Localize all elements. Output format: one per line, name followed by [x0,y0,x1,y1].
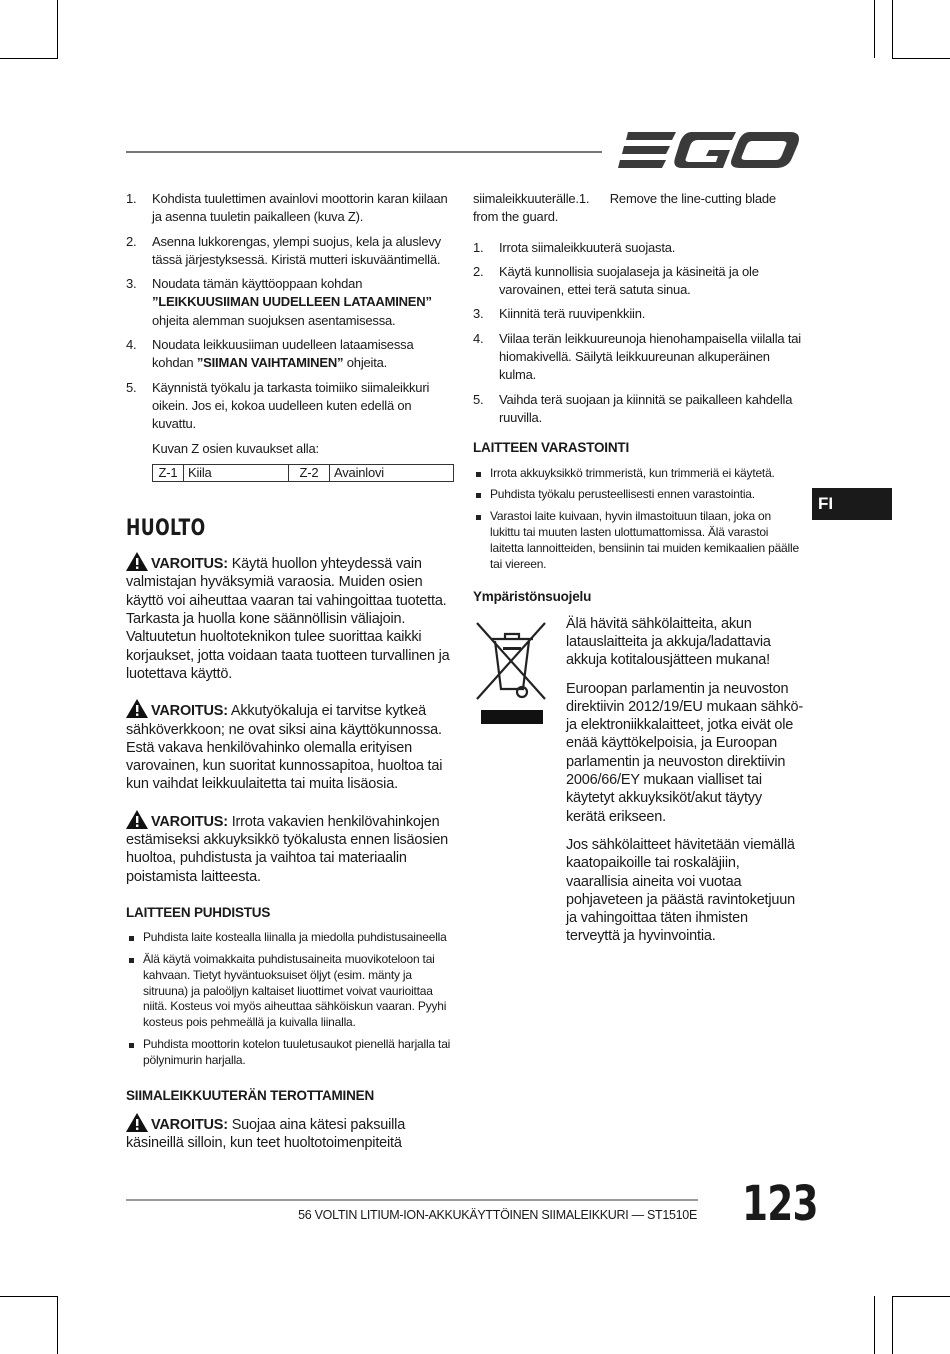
list-item: 1. Irrota siimaleikkuuterä suojasta. [473,239,676,255]
sharpen-title: SIIMALEIKKUUTERÄN TEROTTAMINEN [126,1087,374,1103]
crop-mark [57,0,58,58]
list-item: 1. Kohdista tuulettimen avainlovi moottorin karan kiilaan ja asenna tuuletin paikalleen (kuva Z). [126,191,448,225]
crop-mark [892,1296,893,1354]
list-item: Puhdista laite kostealla liinalla ja miedolla puhdistusaineella [126,930,454,946]
ego-logo [618,128,800,172]
crop-mark [892,1296,950,1297]
warning-triangle-icon [126,810,148,829]
warning-paragraph: VAROITUS: Akkutyökaluja ei tarvitse kytkeä sähköverkkoon; ne ovat siksi aina käyttökunnossa. Estä vakava henkilövahinko olemalla erityisen varovainen, kun suoritat kunnossapitoa, huoltoa tai kun vaihdat leikkuulaitetta tai muita lisäosia. [126,699,454,793]
environment-section [473,615,803,946]
warning-triangle-icon [126,699,148,718]
parts-caption: Kuvan Z osien kuvaukset alla: [152,440,319,456]
list-item: 5. Käynnistä työkalu ja tarkasta toimiiko siimaleikkuri oikein. Jos ei, kokoa uudelleen kuten edellä on kuvattu. [126,379,430,432]
warning-triangle-icon [126,1113,148,1132]
footer-rule [126,1199,698,1201]
assembly-steps [126,190,454,434]
environment-title: Ympäristönsuojelu [473,589,592,605]
crop-mark [892,58,950,59]
list-item: Varastoi laite kuivaan, hyvin ilmastoituun tilaan, joka on lukittu tai muuten lasten ulottumattomissa. Älä varastoi laitetta lannoitteiden, bensiinin tai muiden kemikaalien päälle tai viereen. [473,509,803,572]
storage-list [473,466,803,573]
crop-mark [0,58,58,59]
environment-paragraph: Älä hävitä sähkölaitteita, akun latauslaitteita ja akkuja/ladattavia akkuja kotitalousjätteen mukana! [566,615,771,669]
list-item: 5. Vaihda terä suojaan ja kiinnitä se paikalleen kahdella ruuvilla. [473,391,793,425]
crop-mark [57,1296,58,1354]
environment-paragraph: Euroopan parlamentin ja neuvoston direktiivin 2012/19/EU mukaan sähkö- ja elektroniikkalaitteet, jotka eivät ole enää käyttökelpoisia, ja Euroopan parlamentin ja neuvoston direktiivin 2006/66/EY mukaan vialliset tai käytetyt akkuyksiköt/akut täytyy kerätä erikseen. [566,680,804,825]
warning-triangle-icon [126,552,148,571]
warning-paragraph: VAROITUS: Käytä huollon yhteydessä vain valmistajan hyväksymiä varaosia. Muiden osien käyttö voi aiheuttaa vaaran tai vahingoittaa tuotetta. Tarkasta ja huolla kone säännöllisin väliajoin. Valtuutetun huoltoteknikon tulee suorittaa kaikki korjaukset, jotta voidaan taata tuotteen turvallinen ja luotettava käyttö. [126,552,454,683]
list-item: Puhdista työkalu perusteellisesti ennen varastointia. [473,487,803,503]
crop-mark [892,0,893,58]
bullet-icon [129,1043,134,1048]
environment-paragraph: Jos sähkölaitteet hävitetään viemällä kaatopaikoille tai roskaläjiin, vaarallisia aineita voi vuotaa pohjaveteen ja päästä ravintoketjuun ja vahingoittaa täten ihmisten terveyttä ja hyvinvointia. [566,836,795,945]
crop-mark [874,1296,875,1354]
list-item: 3. Kiinnitä terä ruuvipenkkiin. [473,306,646,322]
list-item: Irrota akkuyksikkö trimmeristä, kun trimmeriä ei käytetä. [473,466,803,482]
list-item: 2. Käytä kunnollisia suojalaseja ja käsineitä ja ole varovainen, ettei terä satuta sinua. [473,263,759,298]
header-rule [126,151,602,153]
cleaning-list [126,930,454,1068]
list-item: 4. Viilaa terän leikkuureunoja hienohampaisella viilalla tai hiomakivellä. Säilytä leikkuureunan alkuperäinen kulma. [473,330,801,383]
list-item: 4. Noudata leikkuusiiman uudelleen lataamisessa kohdan ”SIIMAN VAIHTAMINEN” ohjeita. [126,337,414,371]
warning-paragraph: VAROITUS: Suojaa aina kätesi paksuilla käsineillä silloin, kun teet huoltotoimenpiteitä [126,1113,454,1153]
list-item: 3. Noudata tämän käyttöoppaan kohdan ”LEIKKUUSIIMAN UUDELLEEN LATAAMINEN” ohjeita alemman suojuksen asentamisessa. [126,276,432,328]
right-column [473,190,803,956]
storage-title: LAITTEEN VARASTOINTI [473,440,630,456]
list-item: 2. Asenna lukkorengas, ylempi suojus, kela ja aluslevy tässä järjestyksessä. Kiristä mutteri iskuvääntimellä. [126,233,441,267]
parts-table [152,464,454,482]
warning-paragraph: VAROITUS: Irrota vakavien henkilövahinkojen estämiseksi akkuyksikkö työkalusta ennen lisäosien huoltoa, puhdistusta ja vaihtoa tai materiaalin poistamista laitteesta. [126,810,454,886]
crop-mark [874,0,875,58]
bullet-icon [476,515,481,520]
bullet-icon [129,958,134,963]
section-title: HUOLTO [126,515,206,541]
list-item: Puhdista moottorin kotelon tuuletusaukot pienellä harjalla tai pölynimurin harjalla. [126,1037,454,1069]
table-row: Z-1 Kiila Z-2 Avainlovi [153,464,454,481]
footer-title: 56 VOLTIN LITIUM-ION-AKKUKÄYTTÖINEN SIIMALEIKKURI — ST1510E [298,1208,697,1222]
bullet-icon [129,936,134,941]
crossed-bin-icon [473,617,551,727]
left-column [126,190,454,1168]
cleaning-title: LAITTEEN PUHDISTUS [126,904,271,920]
page-number: 123 [742,1176,818,1232]
continuation-text: siimaleikkuuterälle.1. Remove the line-cutting blade from the guard. [473,191,780,225]
bullet-icon [476,472,481,477]
list-item: Älä käytä voimakkaita puhdistusaineita muovikoteloon tai kahvaan. Tietyt hyväntuoksuiset öljyt (esim. mänty ja sitruuna) ja paloöljyn kaltaiset liuottimet voivat vaurioittaa niitä. Kosteus voi myös aiheuttaa sähköiskun vaaran. Pyyhi kosteus pois pehmeällä ja kuivalla liinalla. [126,952,454,1031]
bullet-icon [476,493,481,498]
crop-mark [0,1296,58,1297]
sharpen-steps [473,239,803,428]
language-tab: FI [812,488,892,520]
